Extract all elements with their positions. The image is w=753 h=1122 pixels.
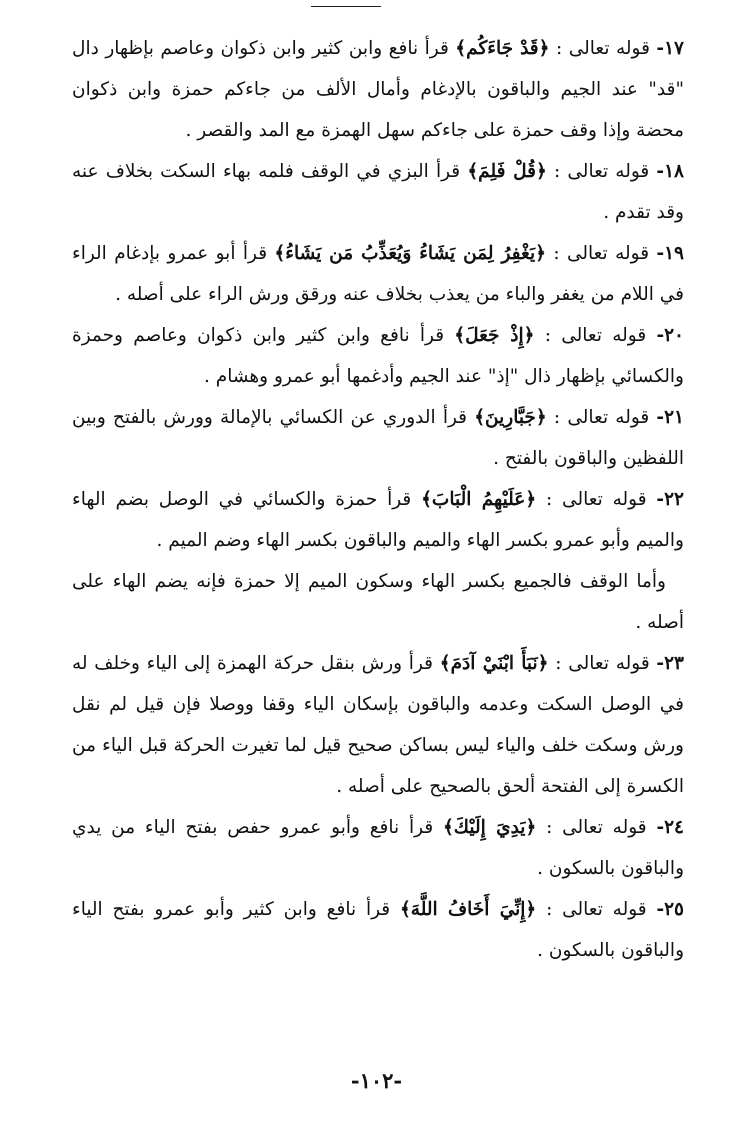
quran-phrase: ﴿نَبَأَ ابْنَيْ آدَمَ﴾ [439,653,549,674]
entry-lead: قوله تعالى : [546,161,650,182]
entry-lead: قوله تعالى : [548,653,650,674]
entry-lead: قوله تعالى : [536,489,647,510]
entry-22 [72,479,684,561]
entry-text: قرأ الدوري عن الكسائي بالإمالة وورش بالفتح وبين اللفظين والباقون بالفتح . [72,407,684,469]
entry-number: ١٧- [656,38,684,59]
entry-lead: قوله تعالى : [534,325,647,346]
quran-phrase: ﴿جَبَّارِينَ﴾ [474,407,547,428]
entry-number: ١٩- [656,243,684,264]
entry-18 [72,151,684,233]
entry-text: وأما الوقف فالجميع بكسر الهاء وسكون الميم إلا حمزة فإنه يضم الهاء على أصله . [72,571,684,633]
entry-text: قرأ ورش بنقل حركة الهمزة إلى الياء وخلف له في الوصل السكت وعدمه والباقون بإسكان الياء وقفا ووصلا فإن قيل لم نقل ورش وسكت خلف والياء ليس بساكن صحيح قيل لما تغيرت الحركة قبل الياء من الكسرة إلى الفتحة ألحق بالصحيح على أصله . [72,653,684,797]
entry-24 [72,807,684,889]
entry-lead: قوله تعالى : [545,243,650,264]
entry-text: قرأ نافع وابن كثير وأبو عمرو بفتح الياء والباقون بالسكون . [72,899,684,961]
entry-text: قرأ نافع وابن كثير وابن ذكوان وعاصم وحمزة والكسائي بإظهار ذال "إذ" عند الجيم وأدغمها أبو عمرو وهشام . [72,325,684,387]
entry-number: ٢٤- [656,817,684,838]
entry-25 [72,889,684,971]
entry-text: قرأ حمزة والكسائي في الوصل بضم الهاء والميم وأبو عمرو بكسر الهاء والميم والباقون بكسر الهاء وضم الميم . [72,489,684,551]
entry-number: ٢١- [656,407,684,428]
page-number: -١٠٢- [350,1068,403,1093]
quran-phrase: ﴿يَغْفِرُ لِمَن يَشَاءُ وَيُعَذِّبُ مَن يَشَاءُ﴾ [274,243,546,264]
entry-17 [72,28,684,151]
entry-number: ٢٥- [656,899,684,920]
quran-phrase: ﴿إِذْ جَعَلَ﴾ [454,325,535,346]
entry-number: ٢٢- [656,489,684,510]
quran-phrase: ﴿قُلْ فَلِمَ﴾ [467,161,547,182]
top-rule [311,6,381,7]
quran-phrase: ﴿إِنِّيَ أَخَافُ اللَّهَ﴾ [399,899,537,920]
entry-lead: قوله تعالى : [546,407,650,428]
entry-number: ٢٠- [656,325,684,346]
entry-text: قرأ نافع وأبو عمرو حفص بفتح الياء من يدي والباقون بالسكون . [72,817,684,879]
entry-text: قرأ نافع وابن كثير وابن ذكوان وعاصم بإظهار دال "قد" عند الجيم والباقون بالإدغام وأمال الألف من جاءكم حمزة وابن ذكوان محضة وإذا وقف حمزة على جاءكم سهل الهمزة مع المد والقصر . [72,38,684,141]
entry-lead: قوله تعالى : [536,899,647,920]
entry-number: ٢٣- [656,653,684,674]
entry-text: قرأ البزي في الوقف فلمه بهاء السكت بخلاف عنه وقد تقدم . [72,161,684,223]
entry-text: قرأ أبو عمرو بإدغام الراء في اللام من يغفر والباء من يعذب بخلاف عنه ورقق ورش الراء على أصله . [72,243,684,305]
quran-phrase: ﴿يَدِيَ إِلَيْكَ﴾ [442,817,537,838]
entry-23 [72,643,684,807]
quran-phrase: ﴿عَلَيْهِمُ الْبَابَ﴾ [421,489,537,510]
entry-22-continuation [72,561,684,643]
entry-number: ١٨- [656,161,684,182]
entry-lead: قوله تعالى : [536,817,647,838]
entry-19 [72,233,684,315]
entry-lead: قوله تعالى : [549,38,650,59]
page-body [72,28,684,971]
quran-phrase: ﴿قَدْ جَاءَكُم﴾ [455,38,550,59]
entry-21 [72,397,684,479]
entry-20 [72,315,684,397]
